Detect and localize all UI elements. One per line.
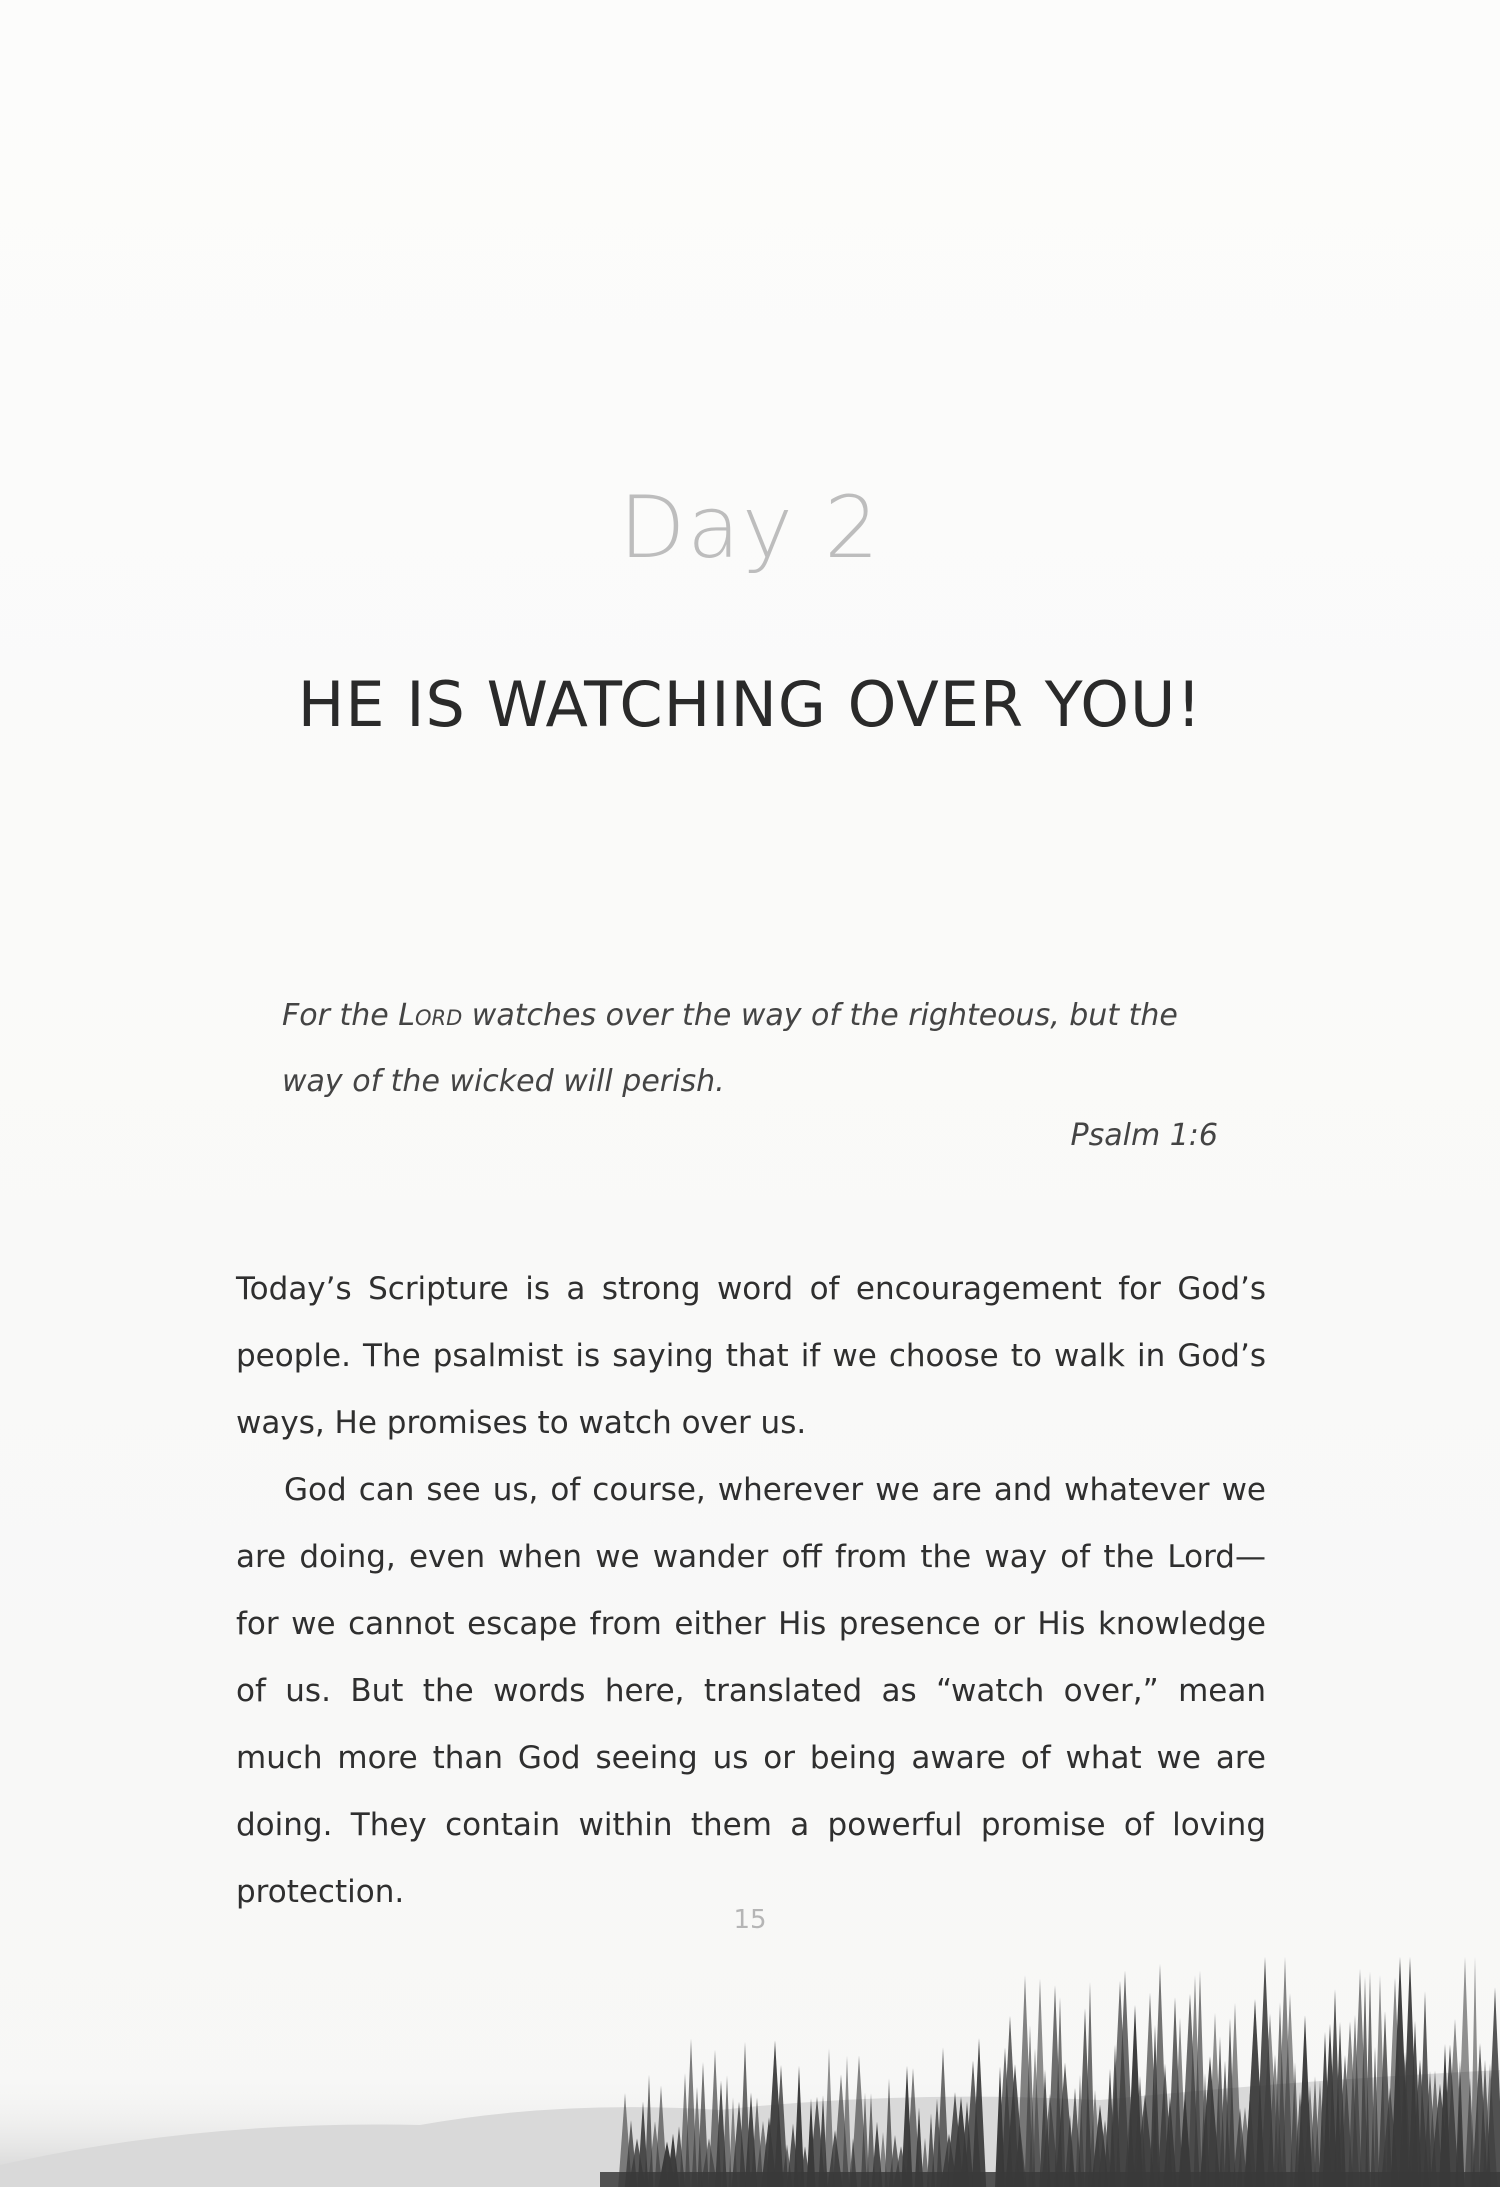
paragraph-2: God can see us, of course, wherever we are and whatever we are doing, even when we wander off from the way of the Lord—for we cannot escape from either His presence or His knowledge of us. But the words here, translated as “watch over,” mean much more than God seeing us or being aware of what we are doing. They contain within them a powerful promise of loving protection.	[236, 1472, 1266, 1910]
body-text	[236, 1256, 1266, 1926]
day-label: Day 2	[619, 478, 881, 578]
chapter-title: HE IS WATCHING OVER YOU!	[297, 668, 1203, 741]
page-number: 15	[733, 1905, 767, 1935]
scripture-reference: Psalm 1:6	[1070, 1118, 1218, 1153]
ground-strip	[600, 2172, 1500, 2187]
quote-text-before: For the	[282, 998, 399, 1033]
quote-lord: Lord	[398, 998, 463, 1033]
paragraph-1: Today’s Scripture is a strong word of encouragement for God’s people. The psalmist is saying that if we choose to walk in God’s ways, He promises to watch over us.	[236, 1271, 1266, 1441]
scripture-quote	[282, 983, 1222, 1115]
forest-landscape-icon	[0, 1950, 1500, 2187]
quote-text-after: watches over the way of the righteous, but the way of the wicked will perish.	[282, 998, 1178, 1099]
